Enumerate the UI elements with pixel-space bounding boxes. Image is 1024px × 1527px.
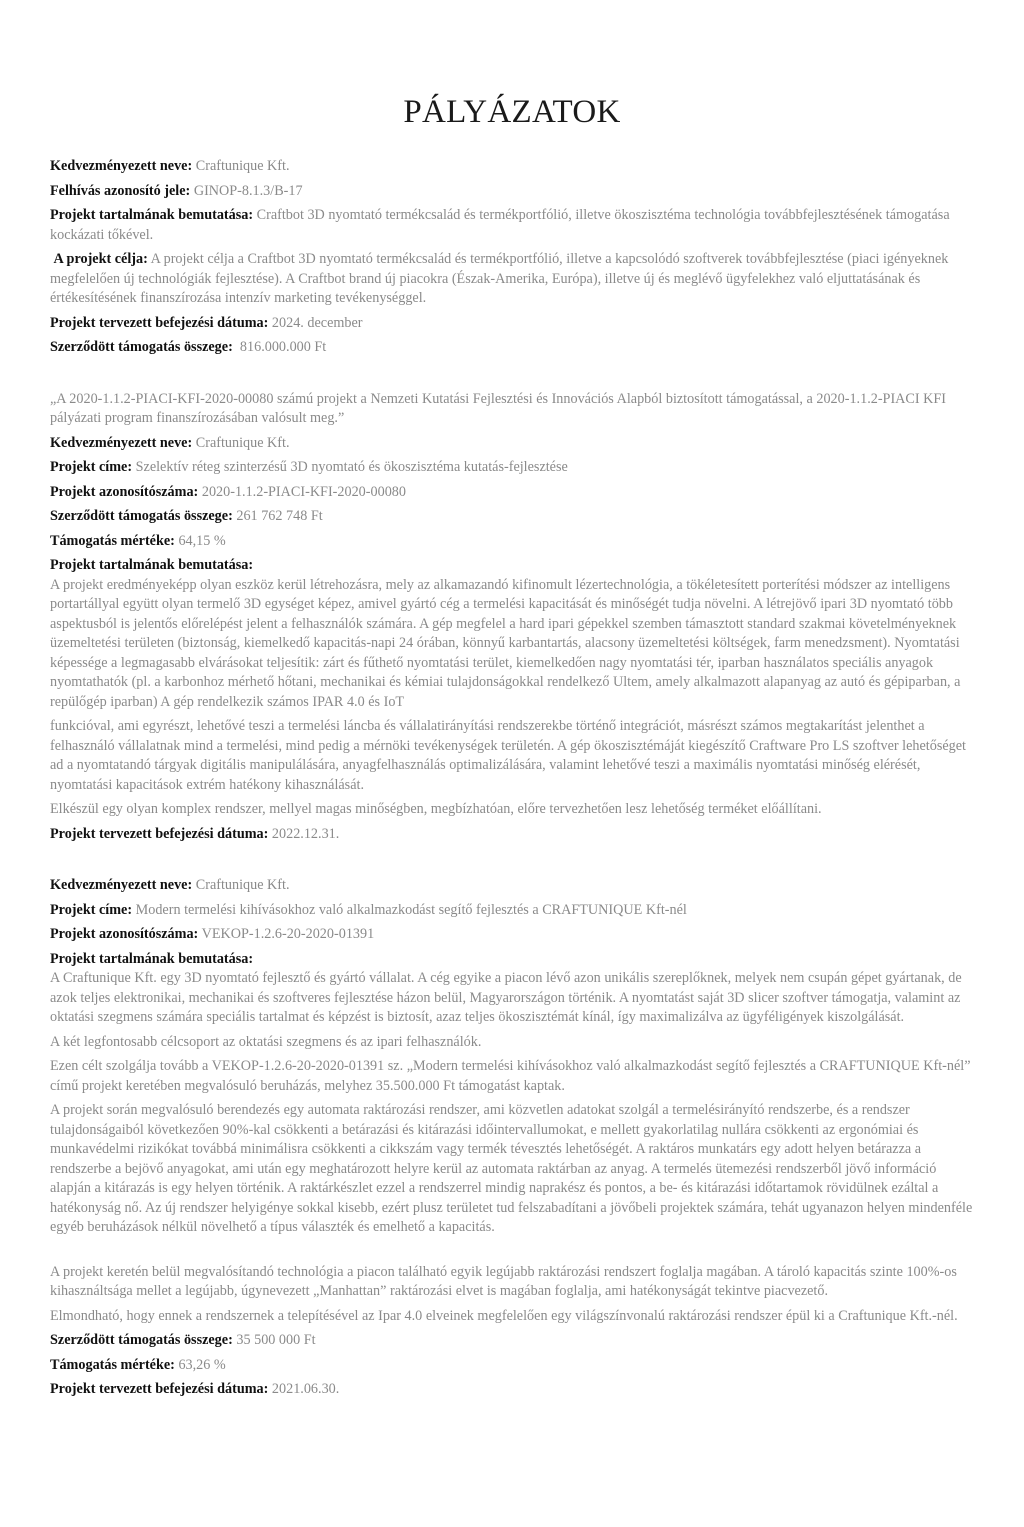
end-date-label: Projekt tervezett befejezési dátuma: — [50, 825, 269, 842]
content-paragraph: A Craftunique Kft. egy 3D nyomtató fejlesztő és gyártó vállalat. A cég egyike a piacon lévő azon unikális szereplőknek, melyek nem csupán gépet gyártanak, de azok teljes elektronikai, mechanikai és szoftveres fejlesztése házon belül, Magyarországon történik. A nyomtatást saját 3D slicer szoftver támogatja, valamint az oktatási szegmens számára speciális tartalmat és képzést is biztosít, azaz teljes ökoszisztémát kínál, így maximalizálva az ügyféligények kiszolgálását. — [50, 970, 962, 1025]
content-paragraph: A projekt keretén belül megvalósítandó technológia a piacon található egyik legújabb raktározási rendszert foglalja magában. A tároló kapacitás szinte 100%-os kihasználtsága mellet a legújabb, úgynevezett „Manhattan” raktározási elvet is magában foglalja, ami hatékonyságát tekintve piacvezető. — [50, 1263, 957, 1299]
content-label: Projekt tartalmának bemutatása: — [50, 207, 254, 223]
amount-field — [50, 1331, 974, 1351]
beneficiary-field — [50, 876, 974, 896]
amount-label: Szerződött támogatás összege: — [50, 508, 233, 524]
content-paragraph: Elkészül egy olyan komplex rendszer, mellyel magas minőségben, megbízhatóan, előre tervezhetően lesz lehetőség terméket előállítani. — [50, 801, 822, 817]
beneficiary-value: Craftunique Kft. — [195, 877, 290, 893]
title-label: Projekt címe: — [50, 459, 133, 475]
call-id-field — [50, 182, 974, 202]
id-value: 2020-1.1.2-PIACI-KFI-2020-00080 — [201, 483, 406, 500]
title-value: Szelektív réteg szinterzésű 3D nyomtató és ökoszisztéma kutatás-fejlesztése — [135, 459, 568, 475]
end-date-field — [50, 1380, 974, 1400]
end-date-label: Projekt tervezett befejezési dátuma: — [50, 314, 269, 331]
end-date-field — [50, 314, 974, 334]
project-1 — [50, 157, 974, 358]
content-paragraph: Elmondható, hogy ennek a rendszernek a telepítésével az Ipar 4.0 elveinek megfelelően egy világszínvonalú raktározási rendszer épül ki a Craftunique Kft.-nél. — [50, 1307, 958, 1324]
content-paragraph: A két legfontosabb célcsoport az oktatási szegmens és az ipari felhasználók. — [50, 1033, 482, 1050]
content-value: Craftbot 3D nyomtató termékcsalád és termékportfólió, illetve ökoszisztéma technológia továbbfejlesztésének támogatása kockázati tőkével. — [50, 207, 950, 243]
beneficiary-label: Kedvezményezett neve: — [50, 877, 193, 893]
rate-field — [50, 532, 974, 552]
beneficiary-value: Craftunique Kft. — [195, 434, 290, 451]
content-paragraph: Ezen célt szolgálja tovább a VEKOP-1.2.6-20-2020-01391 sz. „Modern termelési kihívásokhoz való alkalmazkodást segítő fejlesztés a CRAFTUNIQUE Kft-nél” című projekt keretében megvalósuló beruházás, melyhez 35.500.000 Ft támogatást kaptak. — [50, 1058, 971, 1094]
end-date-value: 2024. december — [271, 314, 363, 331]
call-id-value: GINOP-8.1.3/B-17 — [193, 182, 303, 199]
title-label: Projekt címe: — [50, 901, 133, 918]
content-label: Projekt tartalmának bemutatása: — [50, 557, 254, 573]
goal-label: A projekt célja: — [53, 251, 148, 267]
project-3 — [50, 876, 974, 1400]
content-paragraph: funkcióval, ami egyrészt, lehetővé teszi a termelési láncba és vállalatirányítási rendszerekbe történő integrációt, másrészt számos megtakarítást jelenthet a felhasználó vállalatnak mind a termelési, mind pedig a mérnöki tevékenységek területén. A gép ökoszisztémáját kiegészítő Craftware Pro LS szoftver lehetőséget ad a nyomtatandó tárgyak digitális manipulálására, anyagfelhasználás optimalizálására, valamint lehetővé teszi a maximális nyomtatási minőség elérését, nyomtatási kapacitások extrém hatékony kihasználását. — [50, 718, 966, 793]
rate-label: Támogatás mértéke: — [50, 1356, 175, 1373]
content-paragraph: A projekt során megvalósuló berendezés egy automata raktározási rendszer, ami közvetlen adatokat szolgál a termelésirányító rendszerbe, és a rendszer tulajdonságaiból következően 90%-kal csökkenti a betárazási és kitárazási időintervallumokat, e mellett gyakorlatilag nullára csökkenti az ergonómiai és munkavédelmi rizikókat továbbá minimálisra csökkenti a cikkszám vagy termék tévesztés lehetőségét. A raktáros munkatárs egy adott helyen betárazza a rendszerbe a bejövő anyagokat, ami után egy meghatározott helyre kerül az automata raktárban az anyag. A termelés ütemezési rendszerből jövő információ alapján a kitárazás is egy helyen történik. A raktárkészlet ezzel a rendszerrel mindig naprakész és pontos, a be- és kitárazási időtartamok rövidülnek ezáltal a hatékonyság nő. Az új rendszer helyigénye sokkal kisebb, ezért plusz területet tud felszabadítani a jövőbeli projektek számára, tehát ugyanazon helyen mindenféle egyéb beruházások nélkül növelhető a típus választék és emelhető a kapacitás. — [50, 1102, 973, 1235]
content-field — [50, 206, 974, 245]
beneficiary-field — [50, 434, 974, 454]
beneficiary-label: Kedvezményezett neve: — [50, 434, 193, 451]
amount-value: 816.000.000 Ft — [239, 339, 327, 355]
rate-value: 64,15 % — [178, 532, 226, 549]
amount-field — [50, 507, 974, 527]
project-2 — [50, 390, 974, 845]
amount-label: Szerződött támogatás összege: — [50, 339, 233, 355]
project-intro: „A 2020-1.1.2-PIACI-KFI-2020-00080 számú projekt a Nemzeti Kutatási Fejlesztési és Innovációs Alapból biztosított támogatással, a 2020-1.1.2-PIACI KFI pályázati program finanszírozásában valósult meg.” — [50, 390, 947, 426]
amount-value: 35 500 000 Ft — [236, 1332, 316, 1348]
beneficiary-label: Kedvezményezett neve: — [50, 158, 193, 174]
end-date-value: 2021.06.30. — [271, 1381, 340, 1397]
rate-field — [50, 1356, 974, 1376]
goal-field — [50, 250, 974, 309]
content-label: Projekt tartalmának bemutatása: — [50, 950, 254, 967]
title-value: Modern termelési kihívásokhoz való alkalmazkodást segítő fejlesztés a CRAFTUNIQUE Kft-nél — [135, 901, 687, 918]
end-date-field — [50, 825, 974, 845]
id-value: VEKOP-1.2.6-20-2020-01391 — [201, 926, 375, 942]
goal-value: A projekt célja a Craftbot 3D nyomtató termékcsalád és termékportfólió, illetve a kapcsolódó szoftverek továbbfejlesztése (piaci igényeknek megfelelően új technológiák fejlesztése). A Craftbot brand új piacokra (Észak-Amerika, Európa), illetve új és meglévő ügyfelekhez való eljuttatásának és értékesítésének finanszírozása intenzív marketing tevékenységgel. — [50, 251, 949, 306]
end-date-label: Projekt tervezett befejezési dátuma: — [50, 1381, 269, 1397]
id-label: Projekt azonosítószáma: — [50, 926, 199, 942]
content — [50, 157, 974, 1405]
rate-value: 63,26 % — [178, 1356, 226, 1373]
title-field — [50, 901, 974, 921]
call-id-label: Felhívás azonosító jele: — [50, 182, 191, 199]
page-title: PÁLYÁZATOK — [403, 94, 621, 130]
amount-label: Szerződött támogatás összege: — [50, 1332, 233, 1348]
amount-value: 261 762 748 Ft — [236, 508, 323, 524]
rate-label: Támogatás mértéke: — [50, 532, 175, 549]
beneficiary-field — [50, 157, 974, 177]
id-field — [50, 925, 974, 945]
id-label: Projekt azonosítószáma: — [50, 483, 199, 500]
beneficiary-value: Craftunique Kft. — [195, 158, 290, 174]
end-date-value: 2022.12.31. — [271, 825, 340, 842]
id-field — [50, 483, 974, 503]
content-paragraph: A projekt eredményeképp olyan eszköz kerül létrehozásra, mely az alkamazandó kifinomult lézertechnológia, a tökéletesített porterítési módszer az intelligens portartállyal együtt olyan termelő 3D egységet képez, amivel gyártó cég a termelési kapacitását és minőségét tudja növelni. A létrejövő ipari 3D nyomtató több aspektusból is jelentős előrelépést jelent a felhasználók számára. A gép megfelel a hard ipari gépekkel szemben támasztott standard szakmai követelményeknek üzemeltetési területen (biztonság, kiemelkedő kapacitás-napi 24 órában, könnyű karbantartás, alacsony üzemeltetési költségek, farm menedzsment). Nyomtatási képessége a legmagasabb elvárásokat teljesítik: zárt és fűthető nyomtatási terület, kiemelkedően nagy nyomtatási tér, iparban használatos speciális anyagok nyomtathatók (pl. a karbonhoz mérhető hőtani, mechanikai és kémiai tulajdonságokkal rendelkező Ultem, amely alkalmazott alapanyag az autó és gépiparban, a repülőgép iparban) A gép rendelkezik számos IPAR 4.0 és IoT — [50, 576, 961, 710]
amount-field — [50, 338, 974, 358]
title-field — [50, 458, 974, 478]
